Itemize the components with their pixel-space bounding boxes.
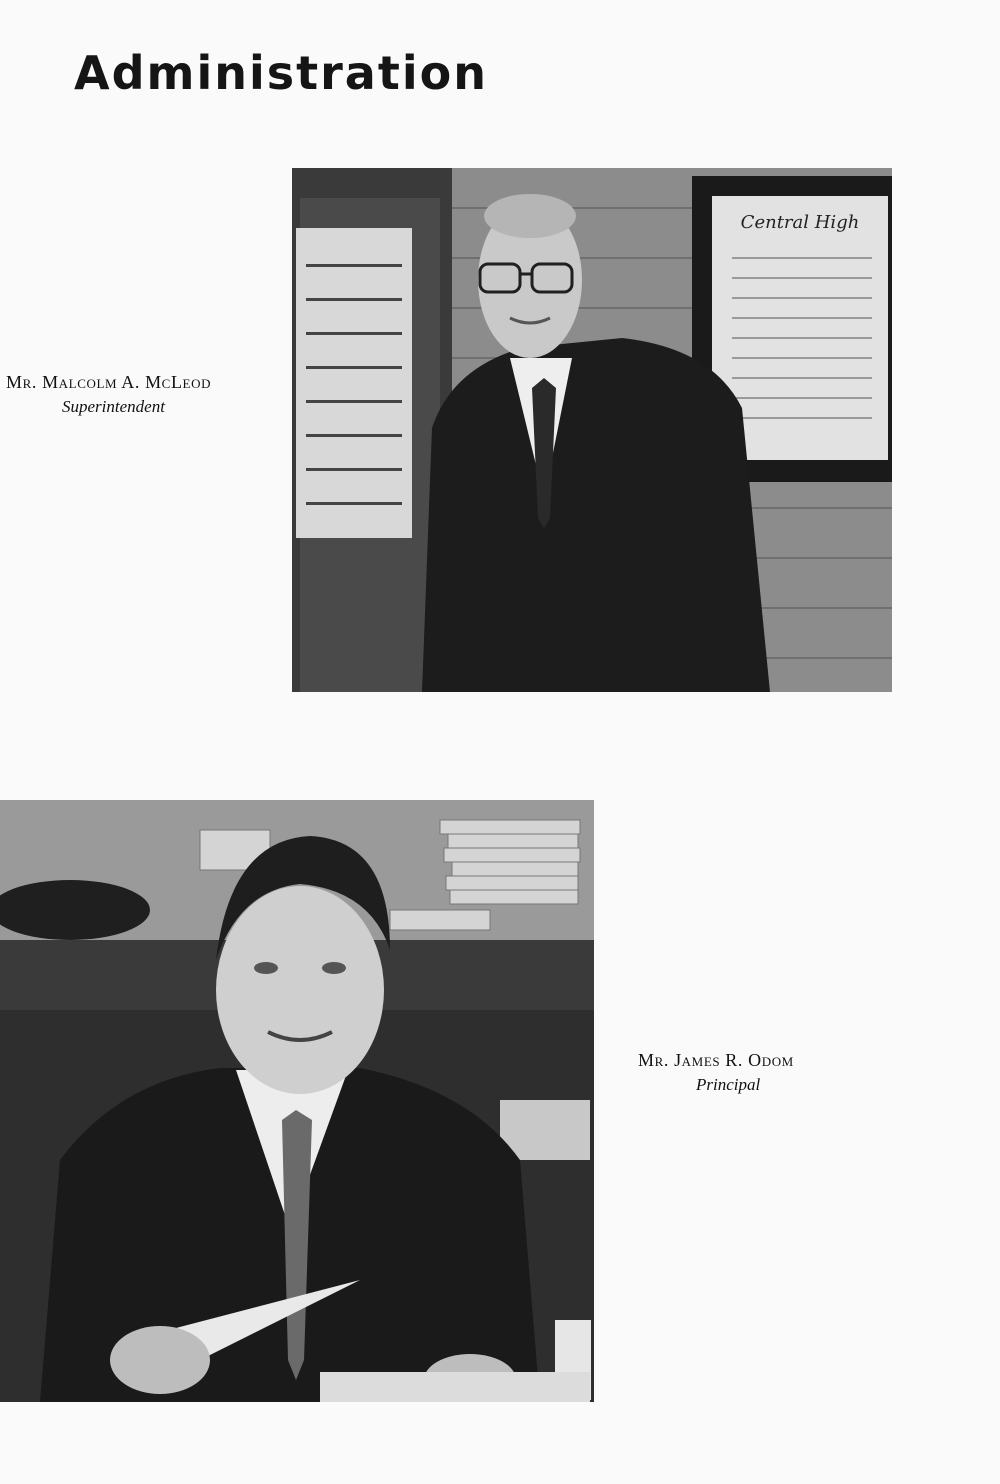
superintendent-photo [292,168,892,692]
superintendent-title: Superintendent [62,397,165,416]
principal-name: Mr. James R. Odom [638,1050,794,1070]
principal-photo [0,800,594,1402]
superintendent-name: Mr. Malcolm A. McLeod [6,372,212,392]
sign-text: Central High [740,212,860,233]
principal-caption [638,1050,938,1095]
page-title: Administration [74,46,488,100]
principal-title: Principal [696,1075,761,1094]
superintendent-caption [6,372,276,417]
